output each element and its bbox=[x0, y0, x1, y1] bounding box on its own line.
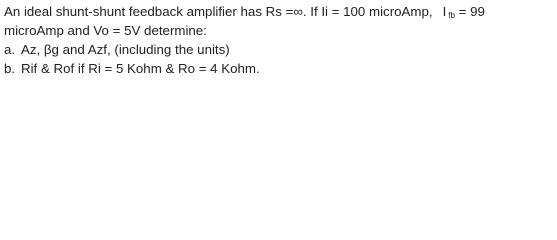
feedback-current-subscript: fb bbox=[448, 11, 455, 20]
problem-line-1-mid: . If Ii = 100 microAmp, bbox=[302, 4, 433, 19]
list-item bbox=[4, 40, 554, 59]
problem-line-1-tail: = 99 bbox=[454, 4, 485, 19]
problem-line-2: microAmp and Vo = 5V determine: bbox=[4, 23, 207, 38]
problem-line-1 bbox=[4, 2, 554, 21]
problem-statement bbox=[4, 2, 554, 78]
list-marker: b. bbox=[4, 61, 16, 76]
feedback-current-symbol: I bbox=[442, 4, 447, 19]
list-item-text: Az, βg and Azf, (including the units) bbox=[21, 42, 230, 57]
infinity-symbol: ∞ bbox=[293, 4, 303, 19]
list-marker: a. bbox=[4, 42, 16, 57]
list-item bbox=[4, 59, 554, 78]
problem-line-1-lead: An ideal shunt-shunt feedback amplifier has Rs = bbox=[4, 4, 294, 19]
list-item-text: Rif & Rof if Ri = 5 Kohm & Ro = 4 Kohm. bbox=[21, 61, 260, 76]
